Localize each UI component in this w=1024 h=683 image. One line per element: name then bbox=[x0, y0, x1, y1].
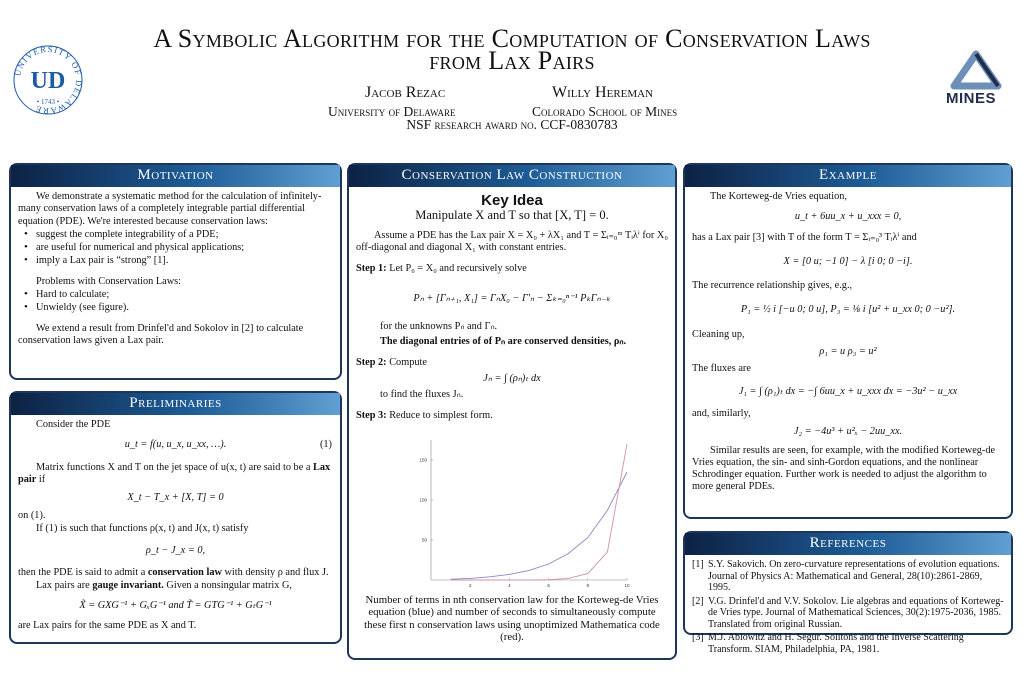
construction-assume: Assume a PDE has the Lax pair X = X₀ + λX₁ and T = Σᵢ₌₀ᵐ Tᵢλⁱ for X₀ off-diagonal and diagonal X₁ with constant entries. bbox=[356, 230, 668, 254]
x-tick-label: 8 bbox=[586, 582, 590, 588]
preliminaries-heading: Preliminaries bbox=[11, 393, 340, 415]
mines-wordmark: MINES bbox=[946, 90, 997, 107]
construction-panel bbox=[347, 163, 677, 660]
university-of-delaware-logo-icon bbox=[12, 44, 84, 116]
example-heading: Example bbox=[685, 165, 1011, 187]
poster-title bbox=[100, 24, 924, 75]
nsf-award: NSF research award no. CCF-0830783 bbox=[406, 117, 618, 132]
affiliation-mines: Colorado School of Mines bbox=[532, 104, 678, 119]
example-text: The fluxes are bbox=[692, 363, 751, 375]
series-terms-line bbox=[451, 472, 627, 579]
step-1-equation: Pₙ + [Γₙ₊₁, X₁] = ΓₙX₀ − Γ′ₙ − Σₖ₌₀ⁿ⁻¹ PₖΓₙ₋ₖ bbox=[413, 292, 611, 304]
key-idea-heading: Key Idea bbox=[481, 192, 543, 209]
example-text: Similar results are seen, for example, with the modified Korteweg-de Vries equation, the sin- and sinh-Gordon equations, and the nonlinear Schrodinger equation. Further work is needed to adjust the algorithm to more general PDEs. bbox=[692, 444, 996, 493]
y-tick-label: 150 bbox=[419, 457, 427, 463]
motivation-problems: Problems with Conservation Laws: bbox=[36, 275, 182, 287]
step-2: Step 2: Compute bbox=[356, 356, 427, 368]
example-equation-2: X = [0 u; −1 0] − λ [i 0; 0 −i]. bbox=[783, 255, 913, 267]
title-line-1: A Symbolic Algorithm for the Computation of Conservation Laws bbox=[153, 24, 871, 53]
preliminaries-panel bbox=[9, 391, 342, 644]
x-tick-label: 10 bbox=[624, 582, 630, 588]
example-text: The Korteweg-de Vries equation, bbox=[710, 191, 848, 202]
example-text: and, similarly, bbox=[692, 407, 751, 419]
reference-item: [3] M.J. Ablowitz and H. Segur. Solitons and the Inverse Scattering Transform. SIAM, Philadelphia, PA, 1981. bbox=[692, 632, 964, 655]
motivation-bullet: • suggest the complete integrability of a PDE; bbox=[24, 228, 333, 241]
step-1-result: The diagonal entries of of Pₙ are conserved densities, ρₙ. bbox=[380, 336, 627, 348]
prelim-text: then the PDE is said to admit a conservation law with density ρ and flux J. bbox=[18, 567, 329, 579]
motivation-panel bbox=[9, 163, 342, 380]
example-text: has a Lax pair [3] with T of the form T = Σᵢ₌₀³ Tᵢλⁱ and bbox=[692, 231, 917, 243]
construction-heading: Conservation Law Construction bbox=[349, 165, 675, 187]
problem-bullet: • Unwieldy (see figure). bbox=[24, 301, 333, 314]
prelim-text: on (1). bbox=[18, 510, 46, 522]
svg-text:• 1743 •: • 1743 • bbox=[36, 98, 60, 106]
step-3: Step 3: Reduce to simplest form. bbox=[356, 409, 493, 421]
series-seconds-line bbox=[451, 444, 627, 580]
example-equation-1: u_t + 6uu_x + u_xxx = 0, bbox=[794, 211, 902, 223]
motivation-bullet: • are useful for numerical and physical applications; bbox=[24, 241, 333, 254]
author-rezac: Jacob Rezac bbox=[365, 84, 446, 101]
prelim-text: are Lax pairs for the same PDE as X and T. bbox=[18, 620, 197, 632]
key-idea-text: Manipulate X and T so that [X, T] = 0. bbox=[415, 208, 609, 222]
problem-bullet: • Hard to calculate; bbox=[24, 288, 333, 301]
references-panel bbox=[683, 531, 1013, 655]
step-2-fluxes: to find the fluxes Jₙ. bbox=[380, 389, 464, 401]
example-equation-6: J₂ = −4u³ + u²ₓ − 2uu_xx. bbox=[793, 426, 903, 438]
prelim-text: Consider the PDE bbox=[36, 419, 111, 430]
reference-item: [1] S.Y. Sakovich. On zero-curvature representations of evolution equations. Journal of Physics A: Mathematical and General, 28(10):2861-2869, 1995. bbox=[692, 559, 1000, 593]
title-line-2: from Lax Pairs bbox=[429, 46, 595, 75]
motivation-heading: Motivation bbox=[11, 165, 340, 187]
references-heading: References bbox=[685, 533, 1011, 555]
prelim-equation-3: ρ_t − J_x = 0, bbox=[145, 545, 206, 557]
y-tick-label: 50 bbox=[421, 537, 427, 543]
step-2-equation: Jₙ = ∫ (ρₙ)ₜ dx bbox=[483, 373, 541, 385]
example-equation-4: ρ₁ = u ρ₃ = u² bbox=[819, 346, 877, 358]
prelim-equation-1: u_t = f(u, u_x, u_xx, …). (1) bbox=[124, 439, 332, 451]
reference-item: [2] V.G. Drinfel'd and V.V. Sokolov. Lie algebras and equations of Korteweg-de Vries type. Journal of Mathematical Sciences, 30(2):1975-2036, 1985. Translated from original Russian. bbox=[692, 595, 1004, 630]
svg-text:UNIVERSITY OF DELAWARE: UNIVERSITY OF DELAWARE bbox=[12, 44, 84, 116]
author-hereman: Willy Hereman bbox=[552, 84, 654, 101]
y-tick-label: 100 bbox=[419, 497, 427, 503]
conservation-law-chart bbox=[387, 432, 637, 592]
example-panel bbox=[683, 163, 1013, 519]
svg-text:UD: UD bbox=[30, 68, 66, 94]
example-text: Cleaning up, bbox=[692, 328, 745, 340]
prelim-text: Matrix functions X and T on the jet space of u(x, t) are said to be a Lax pair if bbox=[18, 461, 331, 485]
prelim-equation-4: X̃ = GXG⁻¹ + GₓG⁻¹ and T̃ = GTG⁻¹ + GₜG⁻¹ bbox=[79, 599, 272, 611]
colorado-school-of-mines-logo bbox=[944, 50, 1008, 110]
affiliation-delaware: University of Delaware bbox=[328, 104, 456, 119]
motivation-bullet: • imply a Lax pair is “strong” [1]. bbox=[24, 254, 333, 267]
prelim-equation-2: X_t − T_x + [X, T] = 0 bbox=[127, 492, 224, 504]
x-tick-label: 6 bbox=[547, 582, 550, 588]
motivation-outro: We extend a result from Drinfel'd and Sokolov in [2] to calculate conservation laws given a Lax pair. bbox=[18, 322, 304, 346]
step-1-unknowns: for the unknowns Pₙ and Γₙ. bbox=[380, 321, 498, 333]
example-text: The recurrence relationship gives, e.g., bbox=[692, 280, 853, 292]
prelim-text: If (1) is such that functions ρ(x, t) and J(x, t) satisfy bbox=[36, 522, 249, 534]
example-equation-3: P₁ = ½ i [−u 0; 0 u], P₃ = ⅛ i [u² + u_xx 0; 0 −u²]. bbox=[740, 304, 956, 316]
x-tick-label: 2 bbox=[468, 582, 472, 588]
example-equation-5: J₁ = ∫ (ρ₁)ₜ dx = −∫ 6uu_x + u_xxx dx = −3u² − u_xx bbox=[738, 385, 958, 397]
chart-caption: Number of terms in nth conservation law for the Korteweg-de Vries equation (blue) and number of seconds to simultaneously compute these first n conservation laws using unoptimized Mathematica code (red). bbox=[364, 593, 660, 644]
mines-triangle-icon bbox=[944, 50, 1008, 90]
x-tick-label: 4 bbox=[508, 582, 511, 588]
motivation-intro: We demonstrate a systematic method for the calculation of infinitely-many conservation laws of a completely integrable partial differential equation (PDE). We're interested because conservation laws: bbox=[18, 191, 322, 227]
step-1: Step 1: Let P₀ = X₀ and recursively solve bbox=[356, 262, 527, 274]
prelim-text: Lax pairs are gauge invariant. Given a nonsingular matrix G, bbox=[36, 579, 292, 591]
